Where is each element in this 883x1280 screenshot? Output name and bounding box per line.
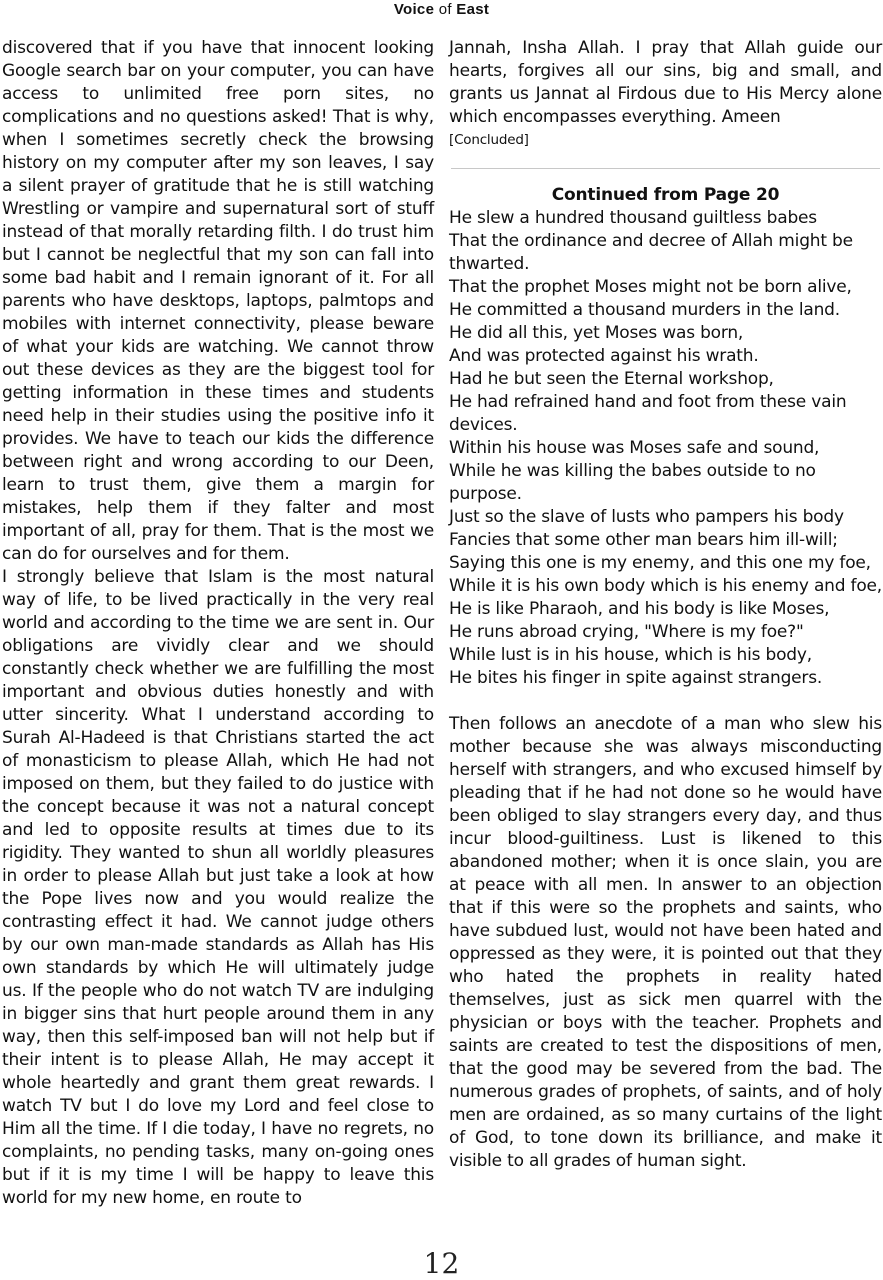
poem-line: He runs abroad crying, "Where is my foe?"	[449, 622, 804, 642]
poem-line: He did all this, yet Moses was born,	[449, 323, 744, 343]
poem-line: He committed a thousand murders in the land.	[449, 300, 840, 320]
poem-line: While he was killing the babes outside to no purpose.	[449, 461, 816, 504]
poem-line: He bites his finger in spite against strangers.	[449, 668, 823, 688]
masthead-east: East	[456, 1, 490, 18]
article-paragraph: discovered that if you have that innocent looking Google search bar on your computer, you can have access to unlimited free porn sites, no complications and no questions asked! That is why, when I sometimes secretly check the browsing history on my computer after my son leaves, I say a silent prayer of gratitude that he is still watching Wrestling or vampire and supernatural sort of stuff instead of that morally retarding filth. I do trust him but I cannot be neglectful that my son can fall into some bad habit and I remain ignorant of it. For all parents who have desktops, laptops, palmtops and mobiles with internet connectivity, please beware of what your kids are watching. We cannot throw out these devices as they are the biggest tool for getting information in these times and students need help in their studies using the positive info it provides. We have to teach our kids the difference between right and wrong according to our Deen, learn to trust them, give them a margin for mistakes, help them if they falter and most important of all, pray for them. That is the most we can do for ourselves and for them.	[2, 38, 434, 564]
page-number: 12	[423, 1247, 460, 1280]
masthead-of: of	[438, 1, 452, 18]
right-column	[449, 37, 882, 1173]
article-paragraph: I strongly believe that Islam is the most natural way of life, to be lived practically in the very real world and according to the time we are sent in. Our obligations are vividly clear and we should constantly check whether we are fulfilling the most important and obvious duties honestly and with utter sincerity. What I understand according to Surah Al-Hadeed is that Christians started the act of monasticism to please Allah, which He had not imposed on them, but they failed to do justice with the concept because it was not a natural concept and led to opposite results at times due to its rigidity. They wanted to shun all worldly pleasures in order to please Allah but just take a look at how the Pope lives now and you would realize the contrasting effect it had. We cannot judge others by our own man-made standards as Allah has His own standards by which He will ultimately judge us. If the people who do not watch TV are indulging in bigger sins that hurt people around them in any way, then this self-imposed ban will not help but if their intent is to please Allah, He may accept it whole heartedly and grant them great rewards. I watch TV but I do love my Lord and feel close to Him all the time. If I die today, I have no regrets, no complaints, no pending tasks, many on-going ones but if it is my time I will be happy to leave this world for my new home, en route to	[2, 567, 434, 1208]
continued-heading: Continued from Page 20	[551, 185, 780, 205]
poem-line: He had refrained hand and foot from these vain devices.	[449, 392, 847, 435]
poem-line: He slew a hundred thousand guiltless babes	[449, 208, 817, 228]
poem-line: Saying this one is my enemy, and this one my foe,	[449, 553, 871, 573]
commentary-paragraph: Then follows an anecdote of a man who slew his mother because she was always misconducting herself with strangers, and who excused himself by pleading that if he had not done so he would have been obliged to slay strangers every day, and thus incur blood-guiltiness. Lust is likened to this abandoned mother; when it is once slain, you are at peace with all men. In answer to an objection that if this were so the prophets and saints, who have subdued lust, would not have been hated and oppressed as they were, it is pointed out that they who hated the prophets in reality hated themselves, just as sick men quarrel with the physician or boys with the teacher. Prophets and saints are created to test the dispositions of men, that the good may be severed from the bad. The numerous grades of prophets, of saints, and of holy men are ordained, as so many curtains of the light of God, to tone down its brilliance, and make it visible to all grades of human sight.	[449, 714, 882, 1171]
poem-line: He is like Pharaoh, and his body is like Moses,	[449, 599, 830, 619]
poem-line: And was protected against his wrath.	[449, 346, 759, 366]
poem-line: That the prophet Moses might not be born alive,	[449, 277, 852, 297]
masthead-voice: Voice	[393, 1, 435, 18]
poem-line: While lust is in his house, which is his body,	[449, 645, 812, 665]
poem-line: That the ordinance and decree of Allah might be thwarted.	[449, 231, 853, 274]
concluded-label: [Concluded]	[449, 132, 529, 148]
poem-line: Had he but seen the Eternal workshop,	[449, 369, 774, 389]
poem	[449, 207, 882, 690]
poem-line: Just so the slave of lusts who pampers his body	[449, 507, 844, 527]
left-column	[2, 37, 434, 1210]
poem-line: Fancies that some other man bears him ill-will;	[449, 530, 838, 550]
article-ending-paragraph: Jannah, Insha Allah. I pray that Allah guide our hearts, forgives all our sins, big and small, and grants us Jannat al Firdous due to His Mercy alone which encompasses everything. Ameen	[449, 38, 882, 127]
poem-line: While it is his own body which is his enemy and foe,	[449, 576, 882, 596]
paragraph-spacer	[449, 690, 882, 713]
section-divider	[451, 168, 880, 169]
publication-masthead	[0, 0, 883, 20]
poem-line: Within his house was Moses safe and sound,	[449, 438, 820, 458]
